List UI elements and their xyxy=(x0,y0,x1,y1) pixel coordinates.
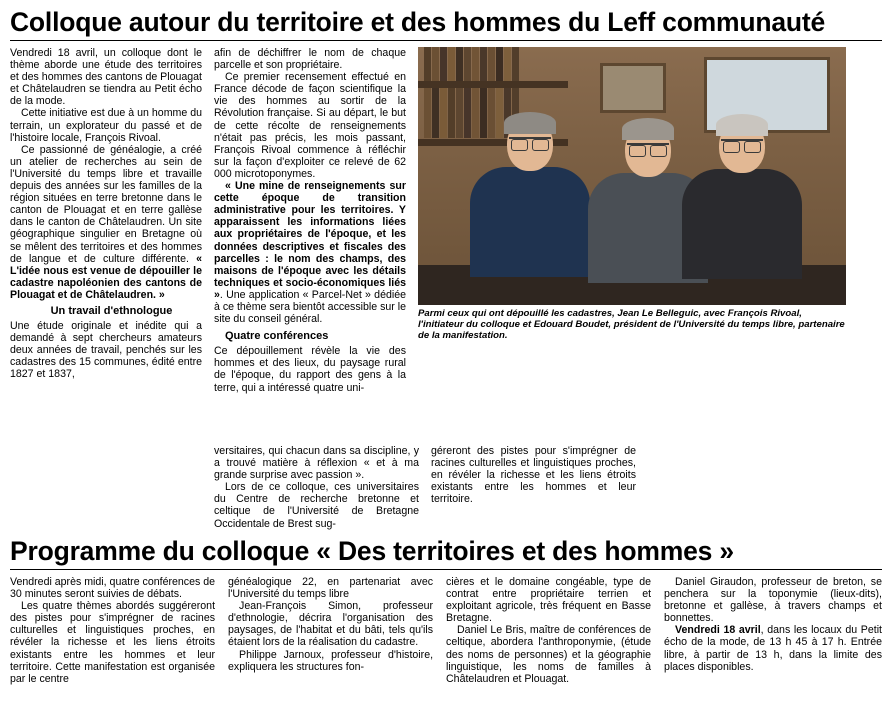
paragraph-text: , dans les locaux du Petit écho de la mode, de 13 h 45 à 17 h. Entrée libre, à partir de 13 h, dans la limite des places disponibles. xyxy=(664,624,882,673)
paragraph-emphasis: Vendredi 18 avril xyxy=(675,624,761,637)
paragraph: généalogique 22, en partenariat avec l'Université du temps libre xyxy=(228,576,434,601)
torso xyxy=(682,169,802,279)
article1-column-1 xyxy=(10,47,214,394)
article1-bottom-column-2 xyxy=(214,445,431,530)
person-right xyxy=(682,119,802,279)
article2-column-1 xyxy=(10,576,228,685)
headline-rule-1 xyxy=(10,40,882,41)
face xyxy=(507,117,553,171)
face xyxy=(719,119,765,173)
paragraph: cières et le domaine congéable, type de contrat entre propriétaire terrien et exploitant agricole, très fréquent en Basse Bretagne. xyxy=(446,576,652,625)
article1-bottom-spacer xyxy=(10,445,214,530)
article2-column-4 xyxy=(664,576,882,685)
article1-subhead-1: Un travail d'ethnologue xyxy=(50,304,173,317)
paragraph: Jean-François Simon, professeur d'ethnologie, décrira l'organisation des paysages, de l'habitat et du bâti, tels qu'ils étaient lors de la réalisation du cadastre. xyxy=(228,600,434,649)
torso xyxy=(470,167,590,277)
article-programme xyxy=(10,529,882,685)
article1-column-2 xyxy=(214,47,418,394)
paragraph xyxy=(10,144,202,301)
paragraph: Vendredi 18 avril, un colloque dont le thème aborde une étude des territoires et des hommes des cantons de Plouagat et Châtelaudren se tiendra au Petit écho de la mode. xyxy=(10,47,202,108)
paragraph: afin de déchiffrer le nom de chaque parcelle et son propriétaire. xyxy=(214,47,406,72)
paragraph: versitaires, qui chacun dans sa discipline, y a trouvé matière à réflexion « et à ma grande surprise avec passion ». xyxy=(214,445,419,482)
paragraph: Les quatre thèmes abordés suggéreront des pistes pour s'imprégner de racines culturelles et linguistiques proches, en révéler la richesse et les liens étroits existants entre les hommes et leur territoire. Cette manifestation est organisée par le centre xyxy=(10,600,216,685)
paragraph-text: Ce passionné de généalogie, a créé un atelier de recherches au sein de l'Université du temps libre et travaille depuis des années sur les familles de la région situées en terre bretonne dans le canton de Plouagat et en terre gallèse dans le canton de Châtelaudren. Un site géographique singulier en Bretagne où se mêlent des territoires et des hommes de langue et de culture différente. xyxy=(10,143,202,265)
glasses xyxy=(627,143,669,156)
paragraph: Philippe Jarnoux, professeur d'histoire, expliquera les structures fon- xyxy=(228,648,434,673)
hair xyxy=(716,114,768,136)
paragraph: géreront des pistes pour s'imprégner de racines culturelles et linguistiques proches, en révéler la richesse et les liens étroits existants entre les hommes et leur territoire. xyxy=(431,445,636,506)
paragraph xyxy=(214,180,406,325)
photo-caption: Parmi ceux qui ont dépouillé les cadastres, Jean Le Belleguic, avec François Rivoal, l'initiateur du colloque et Edouard Boudet, président de l'Université du temps libre, partenaire de la manifestation. xyxy=(418,308,845,342)
paragraph: Ce dépouillement révèle la vie des hommes et des lieux, du paysage rural de l'époque, du rapport des gens à la terre, qui a intéressé quatre uni- xyxy=(214,345,406,394)
article-territoire xyxy=(10,0,882,530)
article2-column-3 xyxy=(446,576,664,685)
books xyxy=(424,47,519,81)
article1-bottom-row xyxy=(10,445,882,530)
paragraph-emphasis: « L'idée nous est venue de dépouiller le cadastre napoléonien des cantons de Plouagat et de Châtelaudren. » xyxy=(10,252,202,301)
headline-rule-2 xyxy=(10,569,882,570)
glasses xyxy=(509,137,551,150)
article2-column-2 xyxy=(228,576,446,685)
paragraph-text: . Une application « Parcel-Net » dédiée à ce thème sera bientôt accessible sur le site du conseil général. xyxy=(214,288,406,326)
face xyxy=(625,123,671,177)
article2-headline: Programme du colloque « Des territoires et des hommes » xyxy=(10,536,734,566)
paragraph: Daniel Giraudon, professeur de breton, se penchera sur la toponymie (lieux-dits), bretonne et gallèse, à travers champs et bonnettes. xyxy=(664,576,882,625)
person-left xyxy=(470,117,590,277)
article1-body xyxy=(10,47,882,530)
paragraph: Cette initiative est due à un homme du terrain, un explorateur du passé et de l'histoire locale, François Rivoal. xyxy=(10,107,202,144)
hair xyxy=(504,112,556,134)
photo-colloque xyxy=(418,47,846,305)
paragraph: Lors de ce colloque, ces universitaires du Centre de recherche bretonne et celtique de l'Université de Bretagne Occidentale de Brest sug- xyxy=(214,481,419,530)
paragraph: Daniel Le Bris, maître de conférences de celtique, abordera l'anthroponymie, (étude des noms de personnes) et la géographie linguistique, les noms de familles à Châtelaudren et Plouagat. xyxy=(446,624,652,685)
article1-subhead-2: Quatre conférences xyxy=(225,330,329,343)
paragraph-emphasis: « Une mine de renseignements sur cette époque de transition administrative pour les territoires. Y apparaissent les informations liées aux propriétaires de l'époque, et les données descriptives et fiscales des parcelles : le nom des champs, des maisons de l'époque avec les détails techniques et socio-économiques liés » xyxy=(214,180,406,301)
paragraph: Ce premier recensement effectué en France décode de façon scientifique la vie des hommes au sortir de la Révolution française. Si au départ, le but de cette récolte de renseignements n'était pas précis, les mois passant, François Rivoal commence à réfléchir sur la façon d'exploiter ce relevé de 62 000 microtoponymes. xyxy=(214,71,406,180)
hair xyxy=(622,118,674,140)
paragraph: Une étude originale et inédite qui a demandé à sept chercheurs amateurs deux années de travail, penchés sur les cadastres des 15 communes, édité entre 1827 et 1837, xyxy=(10,320,202,381)
picture-frame xyxy=(600,63,666,113)
paragraph: Vendredi après midi, quatre conférences de 30 minutes seront suivies de débats. xyxy=(10,576,216,601)
glasses xyxy=(721,139,763,152)
article1-top-row xyxy=(10,47,882,394)
article1-headline: Colloque autour du territoire et des hommes du Leff communauté xyxy=(10,7,826,37)
paragraph xyxy=(664,624,882,672)
shelf xyxy=(418,81,568,88)
article1-photo-block xyxy=(418,47,858,394)
article1-bottom-column-3 xyxy=(431,445,648,530)
article2-columns xyxy=(10,576,882,685)
